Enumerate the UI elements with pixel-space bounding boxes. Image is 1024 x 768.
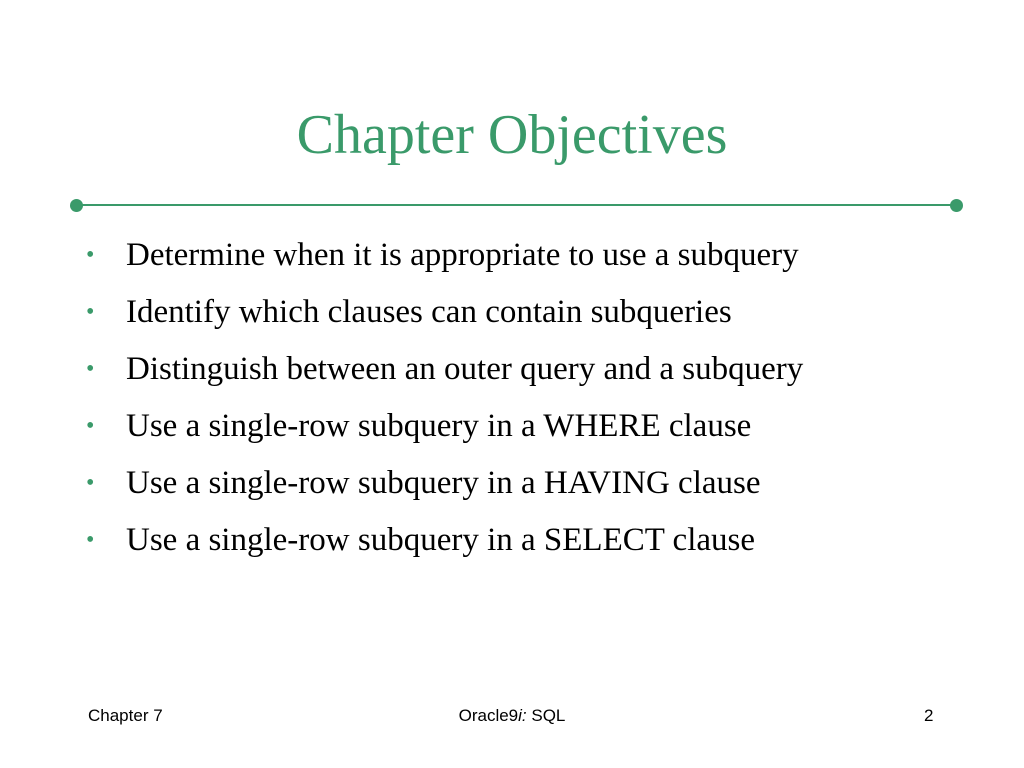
slide-title: Chapter Objectives — [296, 104, 728, 166]
list-item — [86, 346, 966, 392]
list-item — [86, 460, 966, 506]
bullet-icon: • — [86, 470, 95, 496]
list-item — [86, 289, 966, 335]
divider-left-dot — [70, 199, 83, 212]
list-item — [86, 517, 966, 563]
footer-chapter: Chapter 7 — [88, 706, 163, 725]
list-item-text: Use a single-row subquery in a HAVING clause — [126, 465, 761, 501]
footer-page-number: 2 — [924, 706, 934, 725]
list-item-text: Use a single-row subquery in a SELECT clause — [126, 522, 755, 558]
bullet-icon: • — [86, 356, 95, 382]
list-item-text: Determine when it is appropriate to use a subquery — [126, 237, 799, 273]
bullet-icon: • — [86, 527, 95, 553]
footer-course-title — [0, 706, 1024, 726]
footer-course-prefix: Oracle9 — [458, 706, 519, 725]
list-item-text: Identify which clauses can contain subqueries — [126, 294, 732, 330]
list-item-text: Distinguish between an outer query and a subquery — [126, 351, 804, 387]
objectives-list — [86, 232, 966, 574]
title-divider — [76, 204, 956, 206]
list-item — [86, 403, 966, 449]
bullet-icon: • — [86, 242, 95, 268]
bullet-icon: • — [86, 413, 95, 439]
footer-course-italic: i: — [518, 706, 527, 725]
list-item-text: Use a single-row subquery in a WHERE clause — [126, 408, 752, 444]
divider-right-dot — [950, 199, 963, 212]
bullet-icon: • — [86, 299, 95, 325]
footer-course-suffix: SQL — [526, 706, 566, 725]
list-item — [86, 232, 966, 278]
